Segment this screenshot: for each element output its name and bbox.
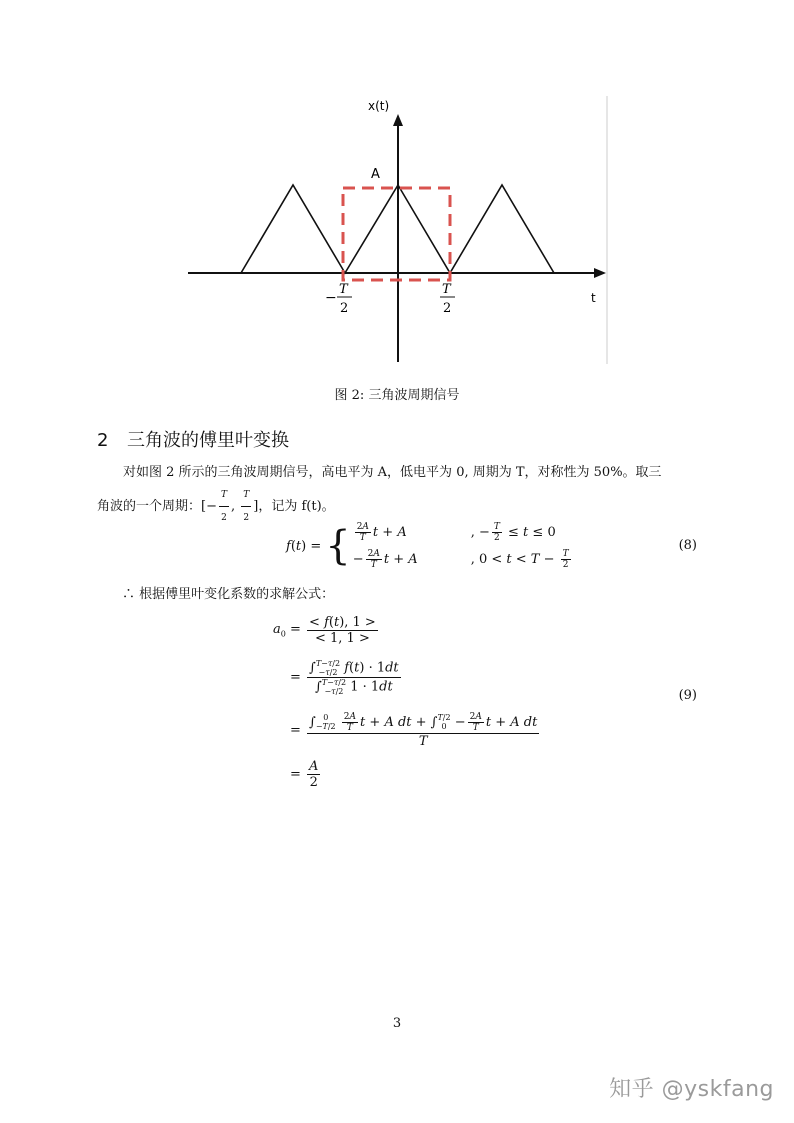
equation-9: $a_0$ = $\frac{< f(t), 1 >}{< 1, 1 >}$ = ∫ T−τ/2 −τ/2 f(t) · 1dt ∫ T−τ/2 −τ/2 1 · 1dt = ∫ 0 −T/2 $\frac{2A}{T}$ t + A dt + ∫ T/2 0 − $\frac{2A}{T}$ t + A dt T = $\frac{A}{2}$: [273, 614, 538, 790]
section-number: 2: [97, 430, 109, 451]
figure-caption: 图 2: 三角波周期信号: [334, 388, 460, 403]
equation-8: f(t) = { $\frac{2A}{T}$ t + A , − $\frac{T}{2}$ ≤ t ≤ 0 − $\frac{2A}{T}$ t + A , 0 < t < T − $\frac{T}{2}$: [286, 522, 569, 570]
period-interval-math: [− $\frac{T}{2}$ , $\frac{T}{2}$ ]: [201, 499, 258, 514]
section-heading: [97, 426, 289, 452]
x-axis-label: t: [591, 291, 596, 305]
section-title: 三角波的傅里叶变换: [127, 430, 289, 451]
paragraph-line-2: 角波的一个周期：[− $\frac{T}{2}$ , $\frac{T}{2}$ ]，记为 f(t)。: [97, 484, 697, 529]
equation-9-number: (9): [678, 688, 697, 703]
y-axis-arrow-icon: [393, 114, 403, 126]
x-axis-arrow-icon: [594, 268, 606, 278]
equation-8-number: (8): [678, 538, 697, 553]
watermark: 知乎 @yskfang: [609, 1077, 774, 1102]
paragraph-line-1: 对如图 2 所示的三角波周期信号，高电平为 A，低电平为 0, 周期为 T，对称性为 50%。取三: [123, 465, 662, 480]
one-period-highlight-box: [343, 188, 450, 280]
neg-half-period-denominator: 2: [340, 301, 349, 316]
peak-label: A: [371, 167, 380, 182]
triangle-wave-figure: [180, 92, 610, 367]
neg-sign-label: −: [325, 290, 337, 306]
neg-half-period-numerator: T: [339, 282, 348, 297]
half-period-denominator: 2: [443, 301, 452, 316]
therefore-line: ∴ 根据傅里叶变化系数的求解公式：: [122, 587, 335, 602]
half-period-numerator: T: [442, 282, 451, 297]
page-number: 3: [392, 1016, 402, 1031]
y-axis-label: x(t): [368, 99, 390, 113]
body-paragraph: [97, 462, 697, 529]
